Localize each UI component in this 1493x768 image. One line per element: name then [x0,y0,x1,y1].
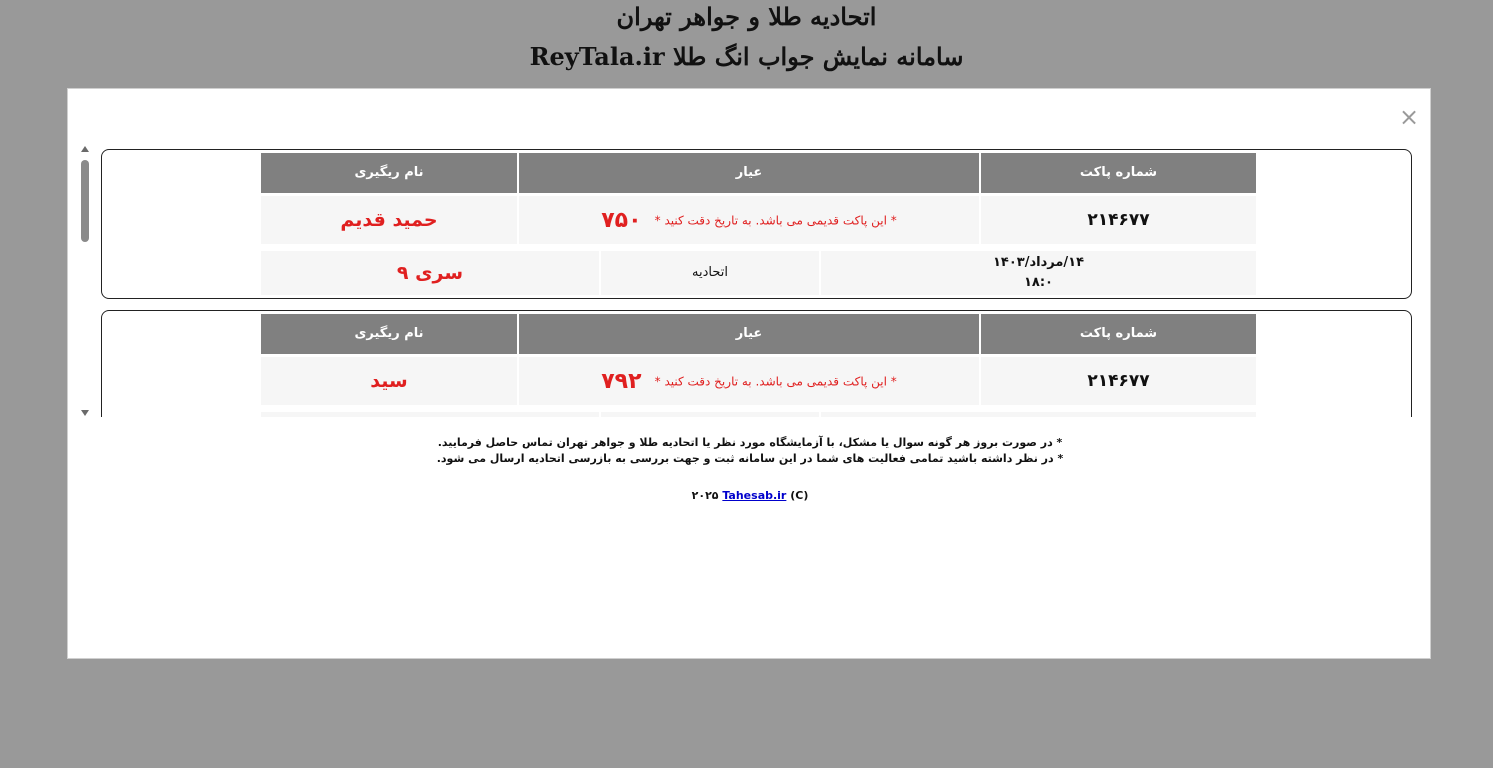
series-cell [261,412,599,417]
date-cell [821,412,1256,417]
ayar-value: ۷۵۰ [601,207,642,233]
name-cell [261,357,517,405]
table-header-row [261,314,1256,354]
header-ayar: عیار [519,153,979,193]
table-detail-row [261,412,1256,417]
place-cell [601,251,819,295]
header-pack-number: شماره پاکت [981,314,1256,354]
header-pack-number: شماره پاکت [981,153,1256,193]
header-name: نام ریگیری [261,314,517,354]
old-pack-warning: * این پاکت قدیمی می باشد. به تاریخ دقت کنید * [654,213,897,228]
footer-notes [68,435,1432,467]
close-button[interactable]: × [1398,103,1420,131]
table-row [261,357,1256,405]
ayar-cell [519,357,979,405]
copyright [68,489,1432,502]
result-card [101,149,1412,299]
series-label: سری ۹ [396,262,464,284]
copyright-text: (C) ۲۰۲۵ [691,489,809,502]
pack-number-cell [981,196,1256,244]
ayar-cell [519,196,979,244]
test-time: ۱۸:۰ [1023,275,1053,290]
page-title: اتحادیه طلا و جواهر تهران [616,2,877,31]
pack-number-cell [981,357,1256,405]
old-pack-warning: * این پاکت قدیمی می باشد. به تاریخ دقت کنید * [654,374,897,389]
pack-number: ۲۱۴۶۷۷ [1087,210,1150,230]
results-list[interactable] [78,145,1418,417]
header-name: نام ریگیری [261,153,517,193]
table-header-row [261,153,1256,193]
test-place: اتحادیه [692,265,728,280]
test-date: ۱۴/مرداد/۱۴۰۳ [992,255,1085,270]
tahesab-link[interactable]: Tahesab.ir [722,489,787,502]
result-card [101,310,1412,417]
logging-note: * در نظر داشته باشید تمامی فعالیت های شما در این سامانه ثبت و جهت بررسی به بازرسی اتحادیه ارسال می شود. [436,452,1064,465]
series-cell [261,251,599,295]
name-cell [261,196,517,244]
page-subtitle: سامانه نمایش جواب انگ طلا ReyTala.ir [529,42,964,71]
tracking-name: سید [370,370,408,392]
pack-number: ۲۱۴۶۷۷ [1087,371,1150,391]
table-row [261,196,1256,244]
ayar-value: ۷۹۲ [601,368,642,394]
header-ayar: عیار [519,314,979,354]
table-detail-row [261,251,1256,295]
tracking-name: حمید قدیم [340,209,438,231]
contact-note: * در صورت بروز هر گونه سوال یا مشکل، با آزمایشگاه مورد نظر یا اتحادیه طلا و جواهر تهران تماس حاصل فرمایید. [437,436,1063,449]
result-modal [67,88,1431,659]
place-cell [601,412,819,417]
date-cell [821,251,1256,295]
